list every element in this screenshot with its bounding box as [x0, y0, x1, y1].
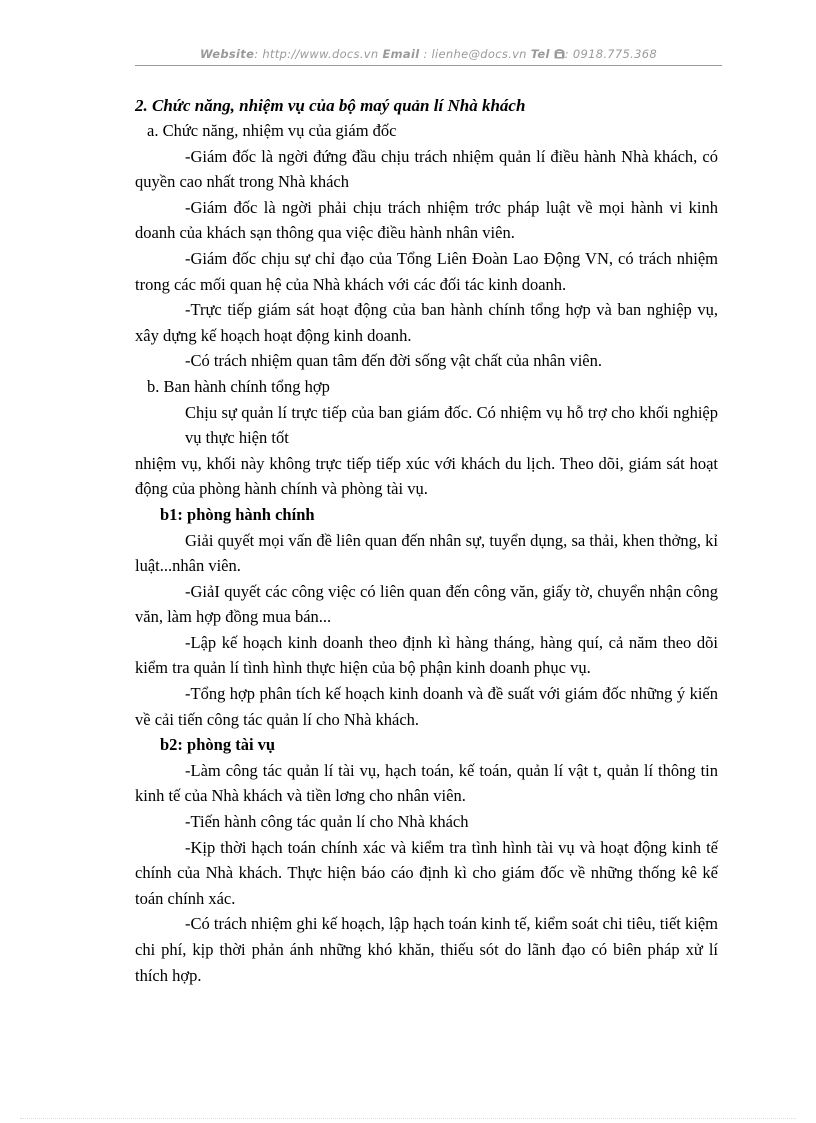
document-body [135, 94, 718, 988]
page-header [135, 47, 722, 67]
tel-label: Tel [530, 47, 550, 61]
website-value: : http://www.docs.vn [254, 47, 379, 61]
header-divider [135, 65, 722, 66]
paragraph: -GiảI quyết các công việc có liên quan đến công văn, giấy tờ, chuyển nhận công văn, làm hợp đồng mua bán... [135, 581, 718, 627]
paragraph: Chịu sự quản lí trực tiếp của ban giám đốc. Có nhiệm vụ hỗ trợ cho khối nghiệp vụ thực hiện tốt [185, 402, 718, 448]
section-b2-heading: b2: phòng tài vụ [160, 735, 276, 755]
email-value: : lienhe@docs.vn [423, 47, 527, 61]
section-b-heading: b. Ban hành chính tổng hợp [147, 376, 330, 396]
tel-value: : 0918.775.368 [564, 47, 657, 61]
paragraph: -Kịp thời hạch toán chính xác và kiểm tra tình hình tài vụ và hoạt động kinh tế chính của Nhà khách. Thực hiện báo cáo định kì cho giám đốc về những thống kê kế toán chính xác. [135, 837, 718, 908]
paragraph: nhiệm vụ, khối này không trực tiếp tiếp xúc với khách du lịch. Theo dõi, giám sát hoạt động của phòng hành chính và phòng tài vụ. [135, 453, 718, 499]
paragraph: -Giám đốc là ngời phải chịu trách nhiệm trớc pháp luật về mọi hành vi kinh doanh của khách sạn thông qua việc điều hành nhân viên. [135, 197, 718, 243]
paragraph: -Trực tiếp giám sát hoạt động của ban hành chính tổng hợp và ban nghiệp vụ, xây dựng kế hoạch hoạt động kinh doanh. [135, 300, 718, 345]
paragraph: -Tiến hành công tác quản lí cho Nhà khách [185, 812, 469, 832]
section-a-heading: a. Chức năng, nhiệm vụ của giám đốc [147, 121, 397, 140]
phone-icon [554, 49, 565, 59]
section-title: 2. Chức năng, nhiệm vụ của bộ maý quản lí Nhà khách [135, 96, 526, 115]
paragraph: -Lập kế hoạch kinh doanh theo định kì hàng tháng, hàng quí, cả năm theo dõi kiểm tra quản lí tình hình thực hiện của bộ phận kinh doanh phục vụ. [135, 632, 718, 678]
website-label: Website [200, 47, 255, 61]
paragraph: -Giám đốc chịu sự chỉ đạo của Tổng Liên Đoàn Lao Động VN, có trách nhiệm trong các mối quan hệ của Nhà khách với các đối tác kinh doanh. [135, 248, 718, 294]
paragraph: -Làm công tác quản lí tài vụ, hạch toán, kế toán, quản lí vật t, quản lí thông tin kinh tế của Nhà khách và tiền lơng cho nhân viên. [135, 760, 718, 806]
paragraph: -Tổng hợp phân tích kế hoạch kinh doanh và đề suất với giám đốc những ý kiến về cải tiến công tác quản lí cho Nhà khách. [135, 684, 718, 729]
paragraph: -Có trách nhiệm quan tâm đến đời sống vật chất của nhân viên. [185, 351, 602, 371]
paragraph: -Giám đốc là ngời đứng đầu chịu trách nhiệm quản lí điều hành Nhà khách, có quyền cao nhất trong Nhà khách [135, 146, 718, 192]
email-label: Email [382, 47, 420, 61]
section-b1-heading: b1: phòng hành chính [160, 504, 315, 524]
paragraph: Giải quyết mọi vấn đề liên quan đến nhân sự, tuyển dụng, sa thải, khen thởng, kỉ luật...nhân viên. [135, 530, 718, 576]
footer-divider [20, 1118, 796, 1119]
paragraph: -Có trách nhiệm ghi kế hoạch, lập hạch toán kinh tế, kiểm soát chi tiêu, tiết kiệm chi phí, kịp thời phản ánh những khó khăn, thiếu sót do lãnh đạo có biên pháp xử lí thích hợp. [135, 914, 718, 985]
